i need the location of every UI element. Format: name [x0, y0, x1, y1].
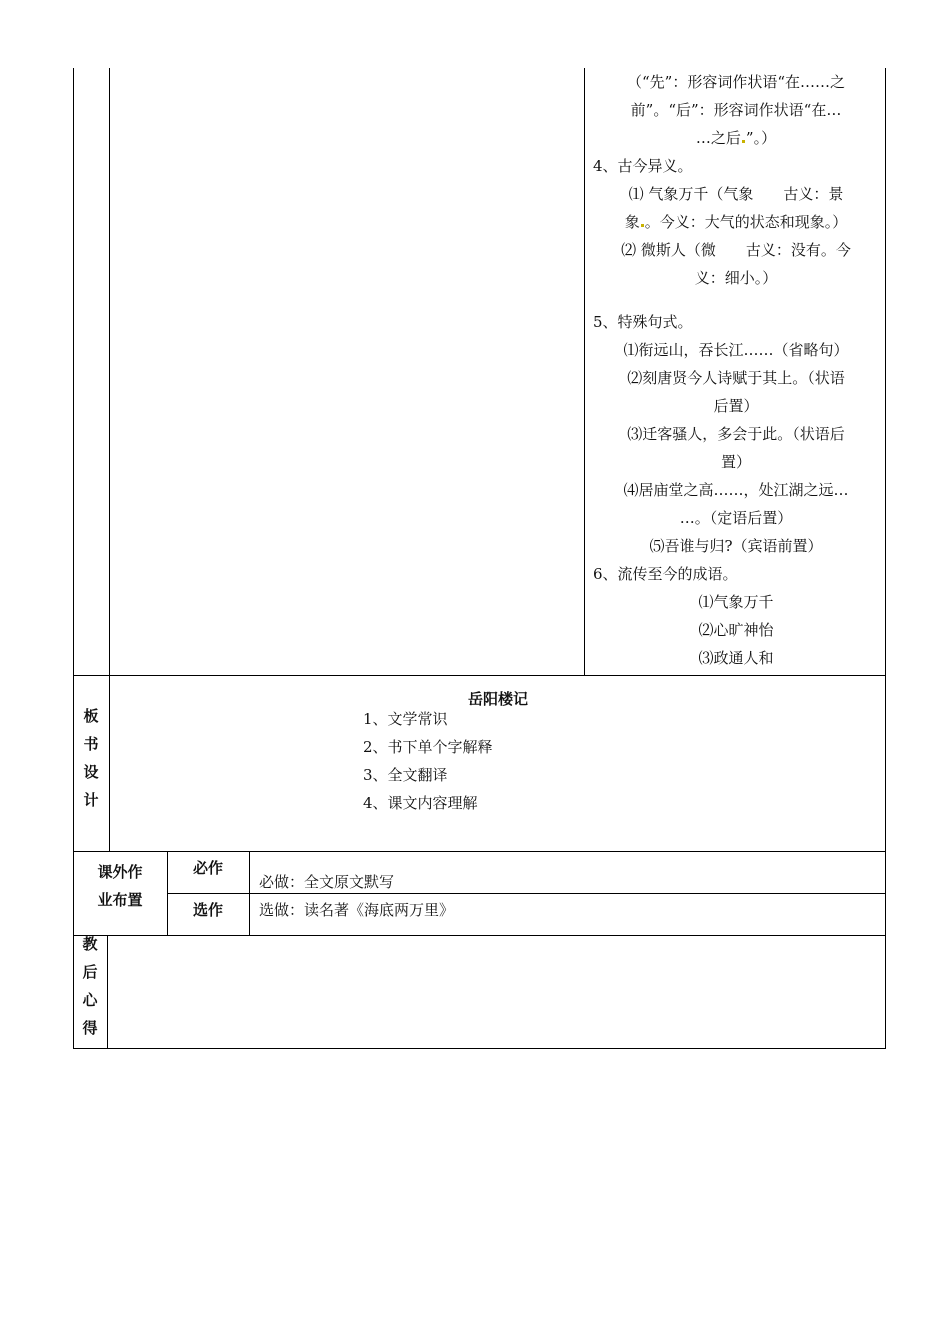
- homework-label-line: 业布置: [97, 891, 143, 909]
- idiom-item: ⑴气象万千: [698, 593, 774, 611]
- note-line: ⑷居庙堂之高……，处江湖之远…: [623, 481, 849, 499]
- table-border-bottom: [73, 1048, 886, 1049]
- note-line: ⑵ 微斯人（微 古义：没有。今: [621, 241, 851, 259]
- note-line: ⑶迁客骚人，多会于此。（状语后: [627, 425, 845, 443]
- idiom-item: ⑵心旷神怡: [698, 621, 774, 639]
- top-section-label-divider: [109, 68, 110, 851]
- required-homework-label: 必作: [192, 859, 223, 877]
- note-line: …。（定语后置）: [679, 509, 793, 527]
- note-line: ⑵刻唐贤今人诗赋于其上。（状语: [627, 369, 845, 387]
- top-section-notes-divider: [584, 68, 585, 675]
- note-text: ”。）: [745, 129, 777, 147]
- board-section-top-border: [73, 675, 886, 676]
- note-line: ⑸吾谁与归?（宾语前置）: [649, 537, 823, 555]
- note-line: ⑴衔远山，吞长江……（省略句）: [623, 341, 849, 359]
- board-item: 2、书下单个字解释: [363, 738, 493, 756]
- note-text: 。今义：大气的状态和现象。）: [644, 213, 848, 231]
- homework-row-divider: [167, 893, 886, 894]
- section-heading-special-sentences: 5、特殊句式。: [593, 313, 693, 331]
- board-outline: [363, 705, 493, 817]
- highlight-dot: [641, 224, 644, 227]
- table-border-right: [885, 68, 886, 1049]
- board-item: 3、全文翻译: [363, 766, 448, 784]
- label-char: 得: [82, 1019, 98, 1037]
- note-line: [590, 124, 882, 152]
- note-line: [590, 208, 882, 236]
- section-heading-idioms: 6、流传至今的成语。: [593, 565, 738, 583]
- reflection-content-area: [108, 936, 885, 1048]
- note-line: 后置）: [713, 397, 759, 415]
- note-line: 义：细小。）: [694, 269, 778, 287]
- label-char: 心: [82, 991, 98, 1009]
- label-char: 板: [83, 707, 99, 725]
- homework-section-top-border: [73, 851, 886, 852]
- note-text: …之后: [695, 129, 741, 147]
- note-line: ⑴ 气象万千（气象 古义：景: [628, 185, 844, 203]
- note-line: 置）: [720, 453, 751, 471]
- label-char: 后: [82, 963, 98, 981]
- required-homework-text: 必做：全文原文默写: [259, 873, 395, 891]
- label-char: 计: [83, 791, 99, 809]
- reflection-label: [73, 930, 107, 1042]
- note-text: 象: [624, 213, 640, 231]
- homework-label-line: 课外作: [97, 863, 143, 881]
- optional-homework-label: 选作: [192, 901, 223, 919]
- section-heading-ancient-modern-meaning: 4、古今异义。: [593, 157, 693, 175]
- label-char: 设: [83, 763, 99, 781]
- board-item: 1、文学常识: [363, 710, 448, 728]
- homework-label: [73, 858, 167, 914]
- optional-homework-text: 选做：读名著《海底两万里》: [259, 901, 455, 919]
- classical-chinese-notes: [590, 68, 882, 672]
- label-char: 书: [83, 735, 99, 753]
- label-char: 教: [82, 935, 98, 953]
- idiom-item: ⑶政通人和: [698, 649, 774, 667]
- board-title: 岳阳楼记: [467, 690, 528, 708]
- note-line: （“先”：形容词作状语“在……之: [626, 73, 845, 91]
- note-line: 前”。“后”：形容词作状语“在…: [630, 101, 842, 119]
- highlight-dot: [742, 140, 745, 143]
- board-item: 4、课文内容理解: [363, 794, 478, 812]
- board-design-label: [73, 702, 109, 814]
